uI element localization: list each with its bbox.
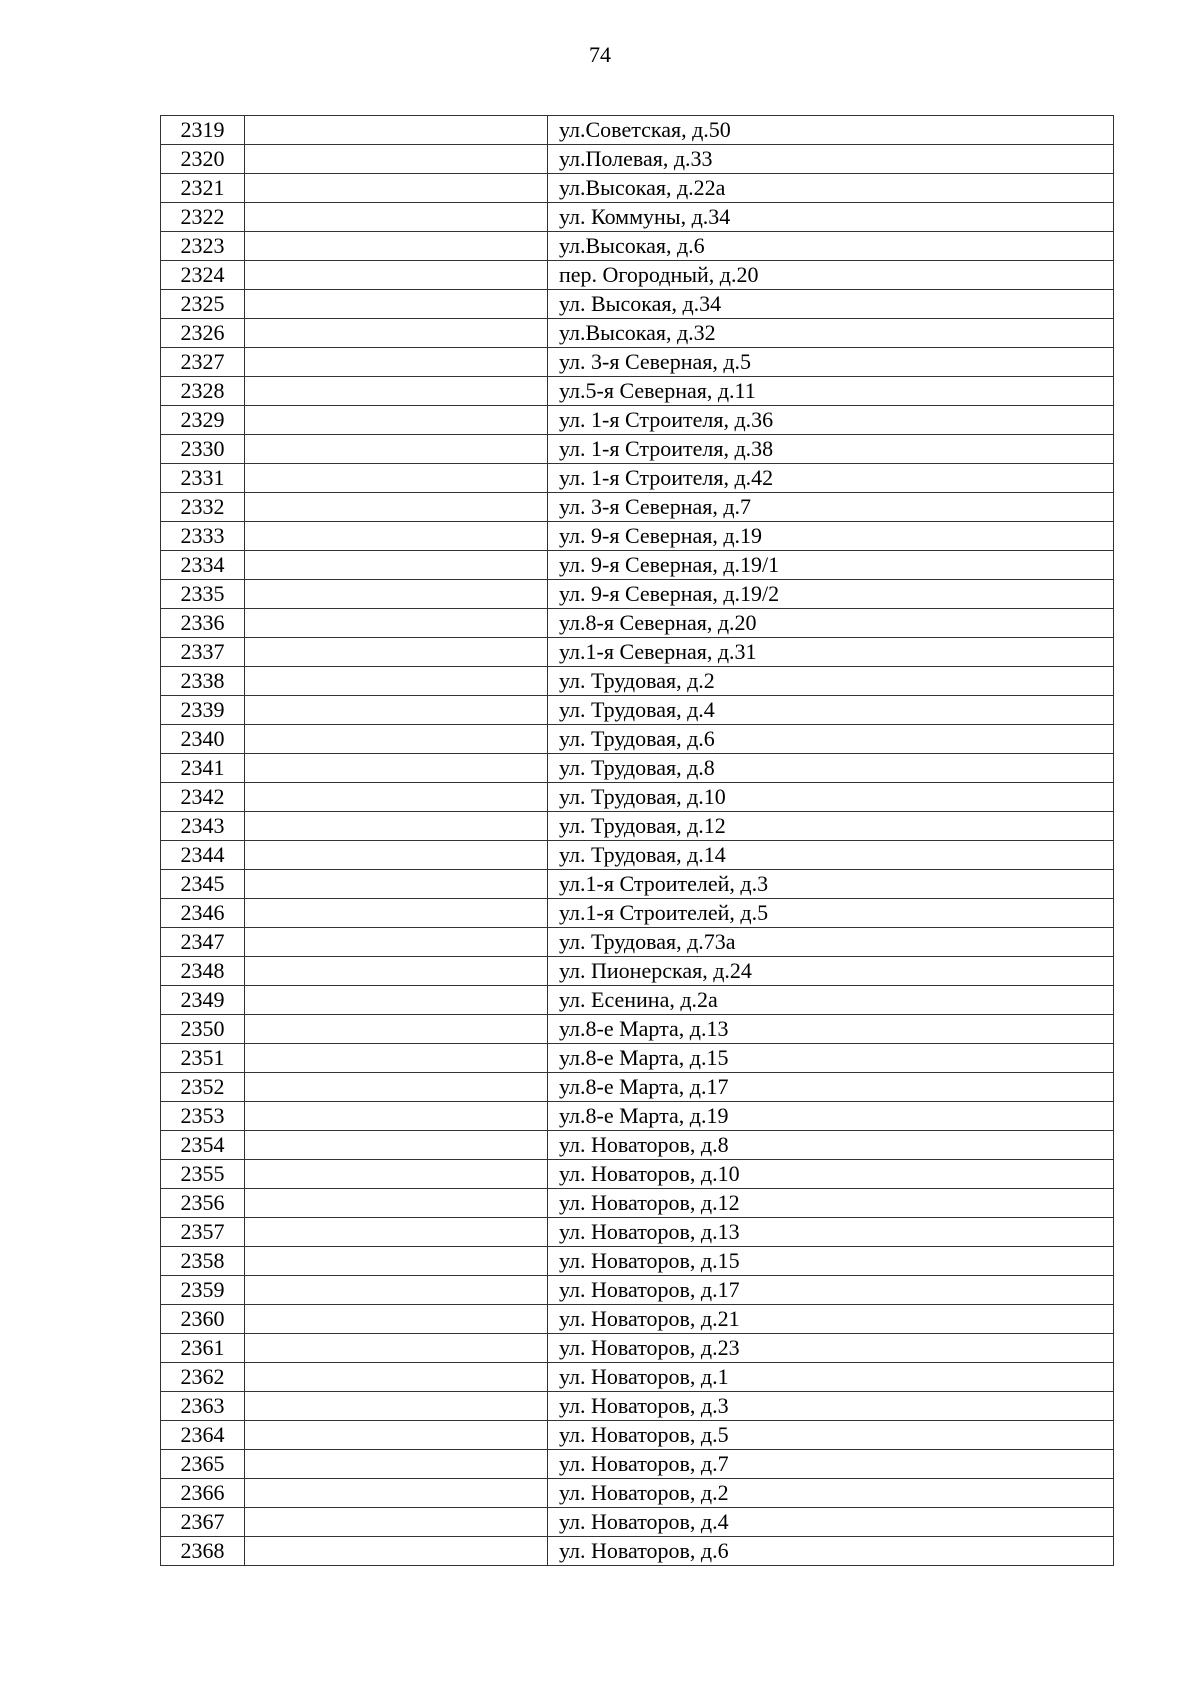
row-number-cell: 2324 <box>161 261 245 290</box>
row-number-cell: 2332 <box>161 493 245 522</box>
table-row <box>161 1334 1114 1363</box>
table-row <box>161 319 1114 348</box>
empty-cell <box>245 1450 548 1479</box>
empty-cell <box>245 638 548 667</box>
row-number-cell: 2345 <box>161 870 245 899</box>
address-cell: ул. 1-я Строителя, д.36 <box>548 406 1114 435</box>
row-number-cell: 2320 <box>161 145 245 174</box>
table-row <box>161 1450 1114 1479</box>
table-row <box>161 261 1114 290</box>
row-number-cell: 2356 <box>161 1189 245 1218</box>
empty-cell <box>245 870 548 899</box>
row-number-cell: 2327 <box>161 348 245 377</box>
table-row <box>161 1044 1114 1073</box>
row-number-cell: 2342 <box>161 783 245 812</box>
address-cell: ул. 9-я Северная, д.19/1 <box>548 551 1114 580</box>
empty-cell <box>245 319 548 348</box>
empty-cell <box>245 203 548 232</box>
address-cell: ул. Трудовая, д.6 <box>548 725 1114 754</box>
empty-cell <box>245 1102 548 1131</box>
address-cell: ул. Новаторов, д.8 <box>548 1131 1114 1160</box>
empty-cell <box>245 957 548 986</box>
address-cell: ул. Трудовая, д.14 <box>548 841 1114 870</box>
row-number-cell: 2367 <box>161 1508 245 1537</box>
address-cell: ул.8-я Северная, д.20 <box>548 609 1114 638</box>
row-number-cell: 2358 <box>161 1247 245 1276</box>
row-number-cell: 2364 <box>161 1421 245 1450</box>
address-cell: ул. Новаторов, д.10 <box>548 1160 1114 1189</box>
address-cell: ул. 1-я Строителя, д.42 <box>548 464 1114 493</box>
row-number-cell: 2323 <box>161 232 245 261</box>
row-number-cell: 2336 <box>161 609 245 638</box>
table-row <box>161 957 1114 986</box>
address-cell: ул.5-я Северная, д.11 <box>548 377 1114 406</box>
address-cell: ул.Высокая, д.6 <box>548 232 1114 261</box>
row-number-cell: 2339 <box>161 696 245 725</box>
row-number-cell: 2349 <box>161 986 245 1015</box>
table-row <box>161 580 1114 609</box>
address-cell: ул.1-я Строителей, д.3 <box>548 870 1114 899</box>
address-cell: ул. Трудовая, д.2 <box>548 667 1114 696</box>
row-number-cell: 2343 <box>161 812 245 841</box>
empty-cell <box>245 1073 548 1102</box>
empty-cell <box>245 174 548 203</box>
table-row <box>161 1131 1114 1160</box>
row-number-cell: 2366 <box>161 1479 245 1508</box>
table-row <box>161 1073 1114 1102</box>
table-row <box>161 841 1114 870</box>
address-cell: ул. Трудовая, д.10 <box>548 783 1114 812</box>
empty-cell <box>245 1044 548 1073</box>
address-cell: ул. Новаторов, д.2 <box>548 1479 1114 1508</box>
empty-cell <box>245 725 548 754</box>
empty-cell <box>245 348 548 377</box>
table-row <box>161 899 1114 928</box>
table-row <box>161 464 1114 493</box>
empty-cell <box>245 1305 548 1334</box>
table-row <box>161 1508 1114 1537</box>
empty-cell <box>245 986 548 1015</box>
row-number-cell: 2331 <box>161 464 245 493</box>
address-cell: ул.8-е Марта, д.17 <box>548 1073 1114 1102</box>
row-number-cell: 2338 <box>161 667 245 696</box>
address-cell: ул. Новаторов, д.17 <box>548 1276 1114 1305</box>
address-cell: ул.1-я Северная, д.31 <box>548 638 1114 667</box>
row-number-cell: 2322 <box>161 203 245 232</box>
empty-cell <box>245 812 548 841</box>
row-number-cell: 2357 <box>161 1218 245 1247</box>
row-number-cell: 2354 <box>161 1131 245 1160</box>
table-row <box>161 928 1114 957</box>
row-number-cell: 2325 <box>161 290 245 319</box>
table-row <box>161 1421 1114 1450</box>
address-cell: ул. Новаторов, д.21 <box>548 1305 1114 1334</box>
empty-cell <box>245 928 548 957</box>
table-row <box>161 1015 1114 1044</box>
table-row <box>161 551 1114 580</box>
address-cell: ул. Трудовая, д.12 <box>548 812 1114 841</box>
empty-cell <box>245 261 548 290</box>
table-row <box>161 667 1114 696</box>
empty-cell <box>245 696 548 725</box>
table-row <box>161 1537 1114 1566</box>
address-cell: ул. Новаторов, д.5 <box>548 1421 1114 1450</box>
empty-cell <box>245 667 548 696</box>
address-cell: ул.8-е Марта, д.19 <box>548 1102 1114 1131</box>
row-number-cell: 2368 <box>161 1537 245 1566</box>
empty-cell <box>245 116 548 145</box>
address-cell: ул.Полевая, д.33 <box>548 145 1114 174</box>
empty-cell <box>245 754 548 783</box>
table-row <box>161 1218 1114 1247</box>
table-row <box>161 1392 1114 1421</box>
row-number-cell: 2348 <box>161 957 245 986</box>
empty-cell <box>245 1247 548 1276</box>
empty-cell <box>245 899 548 928</box>
table-row <box>161 1102 1114 1131</box>
table-row <box>161 725 1114 754</box>
address-cell: ул. Трудовая, д.73а <box>548 928 1114 957</box>
address-cell: ул. 1-я Строителя, д.38 <box>548 435 1114 464</box>
empty-cell <box>245 493 548 522</box>
empty-cell <box>245 377 548 406</box>
table-row <box>161 1160 1114 1189</box>
row-number-cell: 2321 <box>161 174 245 203</box>
table-row <box>161 348 1114 377</box>
empty-cell <box>245 464 548 493</box>
row-number-cell: 2333 <box>161 522 245 551</box>
empty-cell <box>245 1015 548 1044</box>
row-number-cell: 2352 <box>161 1073 245 1102</box>
table-row <box>161 116 1114 145</box>
empty-cell <box>245 1189 548 1218</box>
address-cell: ул. Новаторов, д.12 <box>548 1189 1114 1218</box>
address-cell: ул. Высокая, д.34 <box>548 290 1114 319</box>
address-cell: ул. Новаторов, д.3 <box>548 1392 1114 1421</box>
address-cell: ул. Новаторов, д.23 <box>548 1334 1114 1363</box>
address-cell: ул. Коммуны, д.34 <box>548 203 1114 232</box>
table-row <box>161 1247 1114 1276</box>
row-number-cell: 2319 <box>161 116 245 145</box>
empty-cell <box>245 1218 548 1247</box>
address-cell: ул.Высокая, д.22а <box>548 174 1114 203</box>
row-number-cell: 2330 <box>161 435 245 464</box>
row-number-cell: 2353 <box>161 1102 245 1131</box>
address-cell: ул. 3-я Северная, д.7 <box>548 493 1114 522</box>
table-row <box>161 783 1114 812</box>
table-row <box>161 377 1114 406</box>
table-row <box>161 754 1114 783</box>
address-cell: ул. Есенина, д.2а <box>548 986 1114 1015</box>
table-row <box>161 174 1114 203</box>
empty-cell <box>245 406 548 435</box>
table-row <box>161 638 1114 667</box>
table-row <box>161 522 1114 551</box>
row-number-cell: 2361 <box>161 1334 245 1363</box>
address-cell: ул.Высокая, д.32 <box>548 319 1114 348</box>
empty-cell <box>245 1334 548 1363</box>
row-number-cell: 2355 <box>161 1160 245 1189</box>
row-number-cell: 2365 <box>161 1450 245 1479</box>
row-number-cell: 2329 <box>161 406 245 435</box>
table-row <box>161 609 1114 638</box>
empty-cell <box>245 232 548 261</box>
empty-cell <box>245 1421 548 1450</box>
row-number-cell: 2363 <box>161 1392 245 1421</box>
table-row <box>161 406 1114 435</box>
address-cell: ул. 9-я Северная, д.19 <box>548 522 1114 551</box>
address-cell: ул. Новаторов, д.13 <box>548 1218 1114 1247</box>
empty-cell <box>245 1160 548 1189</box>
empty-cell <box>245 290 548 319</box>
table-row <box>161 812 1114 841</box>
empty-cell <box>245 841 548 870</box>
address-cell: ул. Новаторов, д.6 <box>548 1537 1114 1566</box>
empty-cell <box>245 1363 548 1392</box>
address-cell: ул. 9-я Северная, д.19/2 <box>548 580 1114 609</box>
address-cell: пер. Огородный, д.20 <box>548 261 1114 290</box>
table-row <box>161 232 1114 261</box>
address-cell: ул.8-е Марта, д.15 <box>548 1044 1114 1073</box>
row-number-cell: 2335 <box>161 580 245 609</box>
address-cell: ул. Трудовая, д.8 <box>548 754 1114 783</box>
table-row <box>161 203 1114 232</box>
row-number-cell: 2328 <box>161 377 245 406</box>
address-cell: ул. Новаторов, д.15 <box>548 1247 1114 1276</box>
row-number-cell: 2359 <box>161 1276 245 1305</box>
table-row <box>161 986 1114 1015</box>
empty-cell <box>245 1392 548 1421</box>
table-row <box>161 435 1114 464</box>
address-cell: ул.1-я Строителей, д.5 <box>548 899 1114 928</box>
page-number: 74 <box>589 42 611 67</box>
address-cell: ул.8-е Марта, д.13 <box>548 1015 1114 1044</box>
row-number-cell: 2347 <box>161 928 245 957</box>
address-cell: ул. Трудовая, д.4 <box>548 696 1114 725</box>
row-number-cell: 2337 <box>161 638 245 667</box>
address-cell: ул. Новаторов, д.4 <box>548 1508 1114 1537</box>
row-number-cell: 2351 <box>161 1044 245 1073</box>
empty-cell <box>245 609 548 638</box>
empty-cell <box>245 1479 548 1508</box>
table-row <box>161 1363 1114 1392</box>
address-cell: ул. Пионерская, д.24 <box>548 957 1114 986</box>
row-number-cell: 2340 <box>161 725 245 754</box>
row-number-cell: 2344 <box>161 841 245 870</box>
empty-cell <box>245 580 548 609</box>
empty-cell <box>245 435 548 464</box>
empty-cell <box>245 522 548 551</box>
row-number-cell: 2362 <box>161 1363 245 1392</box>
row-number-cell: 2350 <box>161 1015 245 1044</box>
table-row <box>161 1479 1114 1508</box>
empty-cell <box>245 1131 548 1160</box>
table-row <box>161 696 1114 725</box>
table-row <box>161 1305 1114 1334</box>
table-row <box>161 870 1114 899</box>
row-number-cell: 2360 <box>161 1305 245 1334</box>
row-number-cell: 2341 <box>161 754 245 783</box>
table-row <box>161 1189 1114 1218</box>
address-table-body <box>161 116 1114 1566</box>
address-cell: ул. Новаторов, д.1 <box>548 1363 1114 1392</box>
empty-cell <box>245 145 548 174</box>
table-row <box>161 493 1114 522</box>
row-number-cell: 2334 <box>161 551 245 580</box>
address-cell: ул. Новаторов, д.7 <box>548 1450 1114 1479</box>
row-number-cell: 2326 <box>161 319 245 348</box>
row-number-cell: 2346 <box>161 899 245 928</box>
table-row <box>161 290 1114 319</box>
empty-cell <box>245 1537 548 1566</box>
address-table <box>160 115 1114 1566</box>
empty-cell <box>245 551 548 580</box>
table-row <box>161 1276 1114 1305</box>
empty-cell <box>245 783 548 812</box>
address-cell: ул. 3-я Северная, д.5 <box>548 348 1114 377</box>
table-row <box>161 145 1114 174</box>
address-cell: ул.Советская, д.50 <box>548 116 1114 145</box>
empty-cell <box>245 1276 548 1305</box>
empty-cell <box>245 1508 548 1537</box>
